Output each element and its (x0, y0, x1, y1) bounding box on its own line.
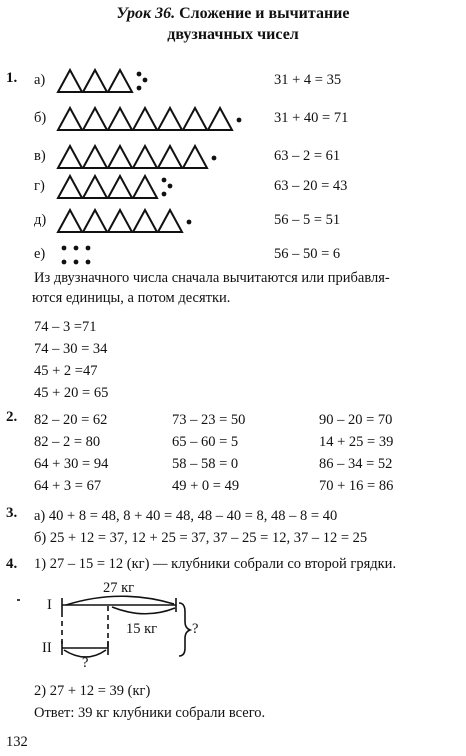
dot-icon (187, 220, 192, 225)
dot-icon (162, 178, 167, 183)
task2-eq: 73 – 23 = 50 (172, 412, 246, 428)
dot-icon (137, 86, 142, 91)
triangle-icon (58, 108, 82, 130)
example-3: 45 + 2 =47 (34, 363, 98, 379)
example-1: 74 – 3 =71 (34, 319, 97, 335)
dot-icon (86, 260, 91, 265)
diagram-top-label: 27 кг (103, 580, 135, 596)
task2-number: 2. (6, 409, 18, 425)
task1-equation: 56 – 50 = 6 (274, 246, 341, 262)
page-title (0, 4, 466, 24)
triangle-icon (133, 146, 157, 168)
diagram-mid-label: 15 кг (126, 621, 158, 637)
dot-icon (137, 72, 142, 77)
triangle-icon (208, 108, 232, 130)
dot-icon (168, 184, 173, 189)
triangle-icon (133, 176, 157, 198)
triangle-icon (58, 146, 82, 168)
dot-icon (74, 260, 79, 265)
dot-icon (62, 260, 67, 265)
lesson-title: Сложение и вычитание (179, 5, 350, 22)
dot-icon (212, 156, 217, 161)
task1-examples (34, 316, 108, 404)
dot-icon (62, 246, 67, 251)
triangle-icon (83, 146, 107, 168)
triangle-icon (183, 146, 207, 168)
task3-line-b: б) 25 + 12 = 37, 12 + 25 = 37, 37 – 25 = 12, 37 – 12 = 25 (34, 530, 368, 546)
task1-row-label: а) (34, 72, 46, 88)
task2-column-1 (34, 409, 108, 497)
task1-rule-line1: Из двузначного числа сначала вычитаются или прибавля- (34, 270, 390, 286)
triangle-icon (133, 108, 157, 130)
diagram-row-II: II (42, 640, 52, 656)
task2-eq: 65 – 60 = 5 (172, 434, 239, 450)
task2-eq: 58 – 58 = 0 (172, 456, 239, 472)
triangle-icon (108, 176, 132, 198)
task1-row-label: в) (34, 148, 46, 164)
task3-body (34, 505, 367, 549)
task4-line2: 2) 27 + 12 = 39 (кг) (34, 683, 151, 699)
task4-number: 4. (6, 556, 18, 572)
diagram-question-right: ? (192, 621, 199, 637)
dot-icon (162, 192, 167, 197)
triangle-icon (108, 108, 132, 130)
task2-eq: 90 – 20 = 70 (319, 412, 393, 428)
task2-eq: 86 – 34 = 52 (319, 456, 393, 472)
triangle-icon (133, 210, 157, 232)
task2-eq: 64 + 30 = 94 (34, 456, 109, 472)
dot-icon (74, 246, 79, 251)
task1-row-label: д) (34, 212, 47, 228)
task1-equation: 31 + 40 = 71 (274, 110, 349, 126)
triangle-icon (58, 210, 82, 232)
diagram-row-I: I (47, 597, 52, 613)
triangle-icon (183, 108, 207, 130)
task2-eq: 70 + 16 = 86 (319, 478, 394, 494)
page-number: 132 (6, 734, 28, 750)
right-brace (179, 603, 190, 656)
triangle-icon (58, 176, 82, 198)
triangle-icon (83, 108, 107, 130)
task1-equation: 56 – 5 = 51 (274, 212, 341, 228)
task1-row-label: г) (34, 178, 45, 194)
example-4: 45 + 20 = 65 (34, 385, 109, 401)
task1-row-label: б) (34, 110, 47, 126)
mid-brace (112, 607, 175, 614)
task2-column-2 (172, 409, 245, 497)
task1-rule-line2: ются единицы, а потом десятки. (32, 290, 231, 306)
task2-eq: 64 + 3 = 67 (34, 478, 102, 494)
task2-eq: 82 – 20 = 62 (34, 412, 108, 428)
lesson-number: Урок 36. (116, 5, 176, 22)
task1-rule (34, 268, 454, 308)
task3-number: 3. (6, 505, 18, 521)
task1-figure-row (56, 142, 276, 172)
task1-figure-row (56, 104, 276, 134)
triangle-icon (58, 70, 82, 92)
triangle-icon (158, 108, 182, 130)
triangle-icon (108, 210, 132, 232)
task4-line1: 1) 27 – 15 = 12 (кг) — клубники собрали со второй грядки. (34, 556, 397, 572)
task1-figure-row (56, 66, 276, 96)
triangle-icon (83, 210, 107, 232)
triangle-icon (108, 146, 132, 168)
task2-eq: 14 + 25 = 39 (319, 434, 394, 450)
dot-icon (86, 246, 91, 251)
triangle-icon (83, 70, 107, 92)
example-2: 74 – 30 = 34 (34, 341, 108, 357)
task4-answer: Ответ: 39 кг клубники собрали всего. (34, 705, 266, 721)
page-title-line2: двузначных чисел (167, 26, 299, 43)
task3-line-a: а) 40 + 8 = 48, 8 + 40 = 48, 48 – 40 = 8, 48 – 8 = 40 (34, 508, 338, 524)
triangle-icon (158, 210, 182, 232)
task1-equation: 31 + 4 = 35 (274, 72, 342, 88)
task1-figure-row (56, 206, 276, 236)
task2-eq: 82 – 2 = 80 (34, 434, 101, 450)
task1-row-label: е) (34, 246, 46, 262)
top-brace (66, 596, 174, 605)
diagram-question-bottom: ? (82, 655, 89, 671)
task1-equation: 63 – 2 = 61 (274, 148, 341, 164)
task2-column-3 (319, 409, 393, 497)
triangle-icon (83, 176, 107, 198)
task2-eq: 49 + 0 = 49 (172, 478, 240, 494)
task1-equation: 63 – 20 = 43 (274, 178, 348, 194)
triangle-icon (158, 146, 182, 168)
dot-icon (143, 78, 148, 83)
dot-icon (237, 118, 242, 123)
triangle-icon (108, 70, 132, 92)
task1-figure-row (56, 240, 276, 270)
task1-figure-row (56, 172, 276, 202)
task1-number: 1. (6, 70, 18, 86)
